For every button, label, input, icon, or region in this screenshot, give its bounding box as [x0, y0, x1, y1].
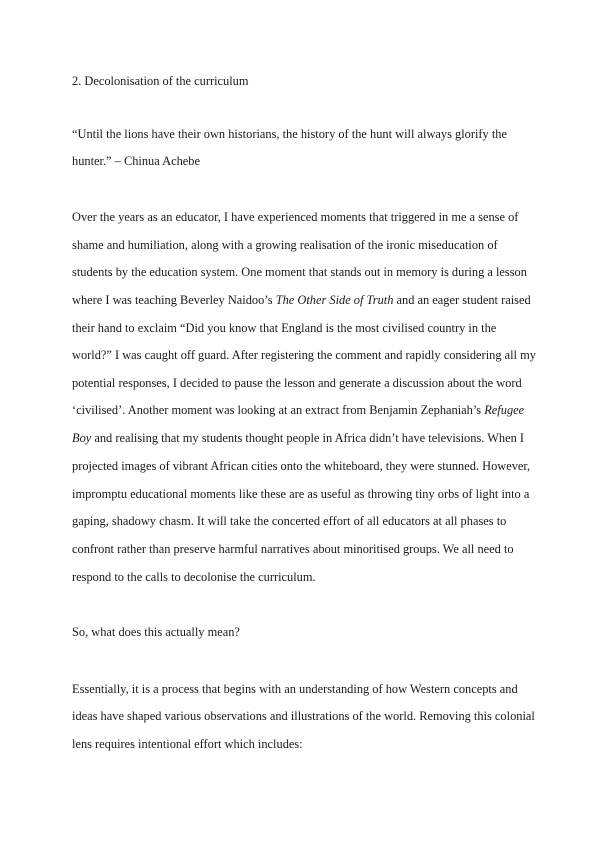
- paragraph-line: lens requires intentional effort which includes:: [72, 737, 303, 751]
- paragraph-line: their hand to exclaim “Did you know that England is the most civilised country in the: [72, 321, 497, 335]
- paragraph-line: [72, 403, 524, 417]
- book-title: Boy: [72, 431, 92, 445]
- quote-line: “Until the lions have their own historians, the history of the hunt will always glorify the: [72, 127, 507, 141]
- paragraph-line: impromptu educational moments like these are as useful as throwing tiny orbs of light into a: [72, 487, 530, 501]
- text-run: and realising that my students thought people in Africa didn’t have televisions. When I: [91, 431, 525, 445]
- question-line: So, what does this actually mean?: [72, 625, 240, 639]
- paragraph-line: confront rather than preserve harmful narratives about minoritised groups. We all need to: [72, 542, 514, 556]
- quote-line: hunter.” – Chinua Achebe: [72, 154, 201, 168]
- paragraph-line: Essentially, it is a process that begins with an understanding of how Western concepts and: [72, 682, 518, 696]
- paragraph-line: shame and humiliation, along with a growing realisation of the ironic miseducation of: [72, 238, 498, 252]
- text-run: and an eager student raised: [393, 293, 531, 307]
- paragraph-line: respond to the calls to decolonise the curriculum.: [72, 570, 316, 584]
- book-title: Refugee: [484, 403, 525, 417]
- section-heading: 2. Decolonisation of the curriculum: [72, 74, 249, 88]
- paragraph-line: potential responses, I decided to pause the lesson and generate a discussion about the word: [72, 376, 522, 390]
- paragraph-line: [72, 431, 524, 445]
- paragraph-line: [72, 293, 531, 307]
- paragraph-line: projected images of vibrant African cities onto the whiteboard, they were stunned. However,: [72, 459, 531, 473]
- paragraph-line: students by the education system. One moment that stands out in memory is during a lesson: [72, 265, 527, 279]
- paragraph-line: gaping, shadowy chasm. It will take the concerted effort of all educators at all phases to: [72, 514, 507, 528]
- book-title: The Other Side of Truth: [275, 293, 394, 307]
- paragraph-line: Over the years as an educator, I have experienced moments that triggered in me a sense of: [72, 210, 519, 224]
- paragraph-line: world?” I was caught off guard. After registering the comment and rapidly considering all my: [72, 348, 536, 362]
- text-run: ‘civilised’. Another moment was looking at an extract from Benjamin Zephaniah’s: [72, 403, 485, 417]
- paragraph-line: ideas have shaped various observations and illustrations of the world. Removing this colonial: [72, 709, 535, 723]
- text-run: where I was teaching Beverley Naidoo’s: [72, 293, 276, 307]
